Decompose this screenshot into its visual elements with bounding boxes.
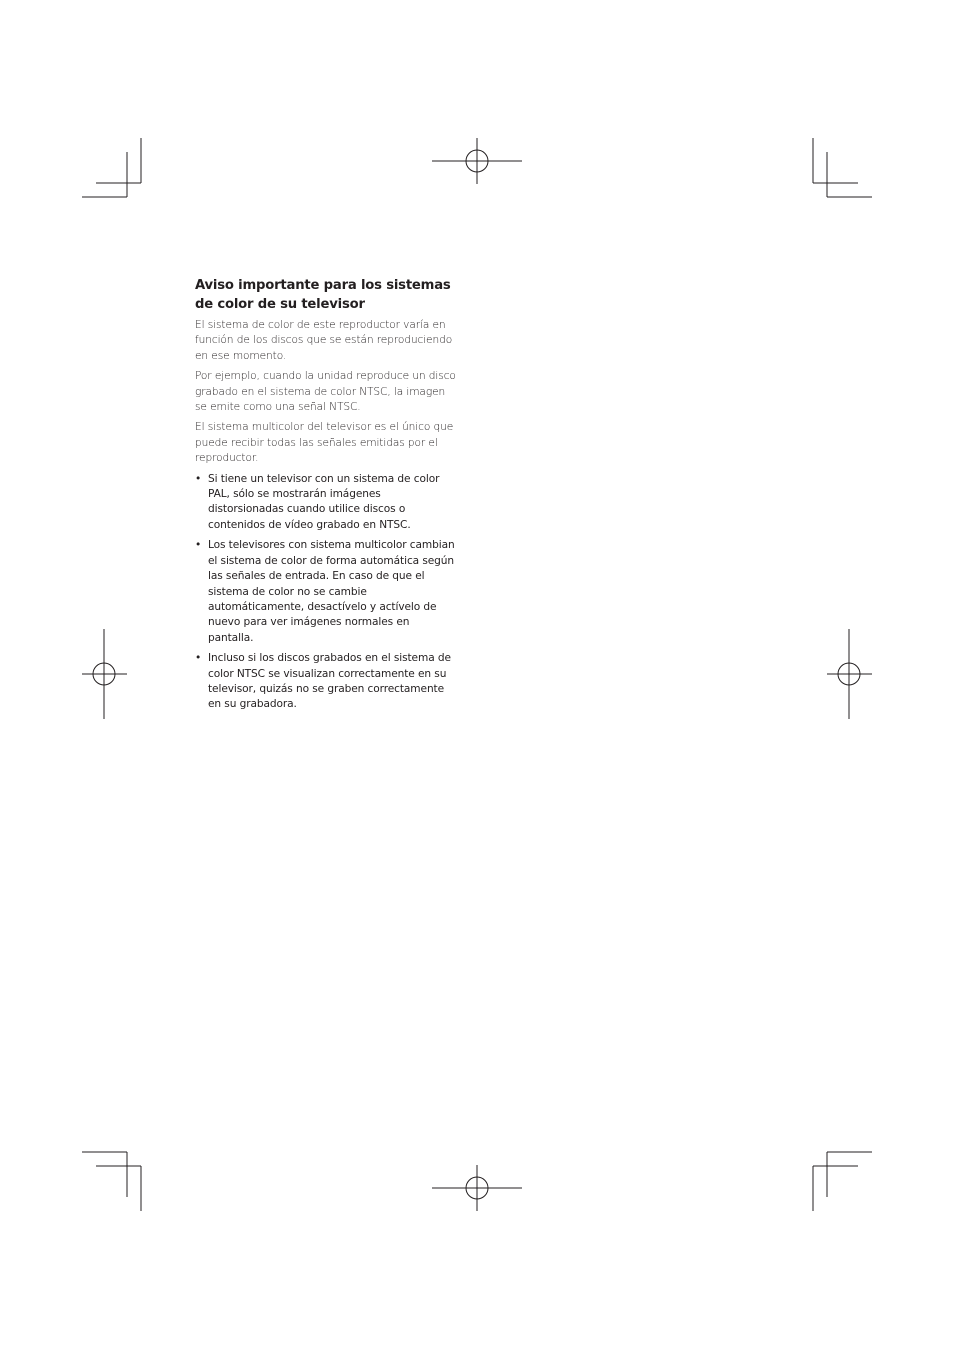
registration-target-left	[82, 629, 127, 719]
bullet-item-recorder	[195, 651, 457, 713]
registration-target-right	[827, 629, 872, 719]
crop-mark-top-right	[813, 138, 872, 197]
paragraph-multicolor-tv: El sistema multicolor del televisor es el único que puede recibir todas las señales emitidas por el reproductor.	[195, 421, 454, 465]
bullet-text: Incluso si los discos grabados en el sistema de color NTSC se visualizan correctamente en su televisor, quizás no se graben correctamente en su grabadora.	[208, 652, 451, 711]
paragraph-example-ntsc: Por ejemplo, cuando la unidad reproduce un disco grabado en el sistema de color NTSC, la imagen se emite como una señal NTSC.	[195, 370, 456, 414]
notice-section	[195, 276, 457, 718]
crop-mark-bottom-left	[82, 1152, 141, 1211]
bullet-text: Si tiene un televisor con un sistema de color PAL, sólo se mostrarán imágenes distorsionadas cuando utilice discos o contenidos de vídeo grabado en NTSC.	[208, 472, 440, 531]
bullet-icon: •	[195, 652, 202, 665]
bullet-icon: •	[195, 472, 202, 485]
registration-target-top	[432, 138, 522, 184]
bullet-item-multicolor-tv	[195, 538, 457, 646]
crop-mark-top-left	[82, 138, 141, 197]
crop-mark-bottom-right	[813, 1152, 872, 1211]
bullet-list	[195, 472, 457, 713]
section-heading: Aviso importante para los sistemas de color de su televisor	[195, 278, 451, 312]
bullet-text: Los televisores con sistema multicolor cambian el sistema de color de forma automática según las señales de entrada. En caso de que el sistema de color no se cambie automáticamente, desactívelo y actívelo de nuevo para ver imágenes normales en pantalla.	[208, 539, 455, 644]
bullet-item-pal-tv	[195, 472, 457, 534]
paragraph-color-system: El sistema de color de este reproductor varía en función de los discos que se están reproduciendo en ese momento.	[195, 319, 453, 362]
registration-target-bottom	[432, 1165, 522, 1211]
bullet-icon: •	[195, 539, 202, 552]
